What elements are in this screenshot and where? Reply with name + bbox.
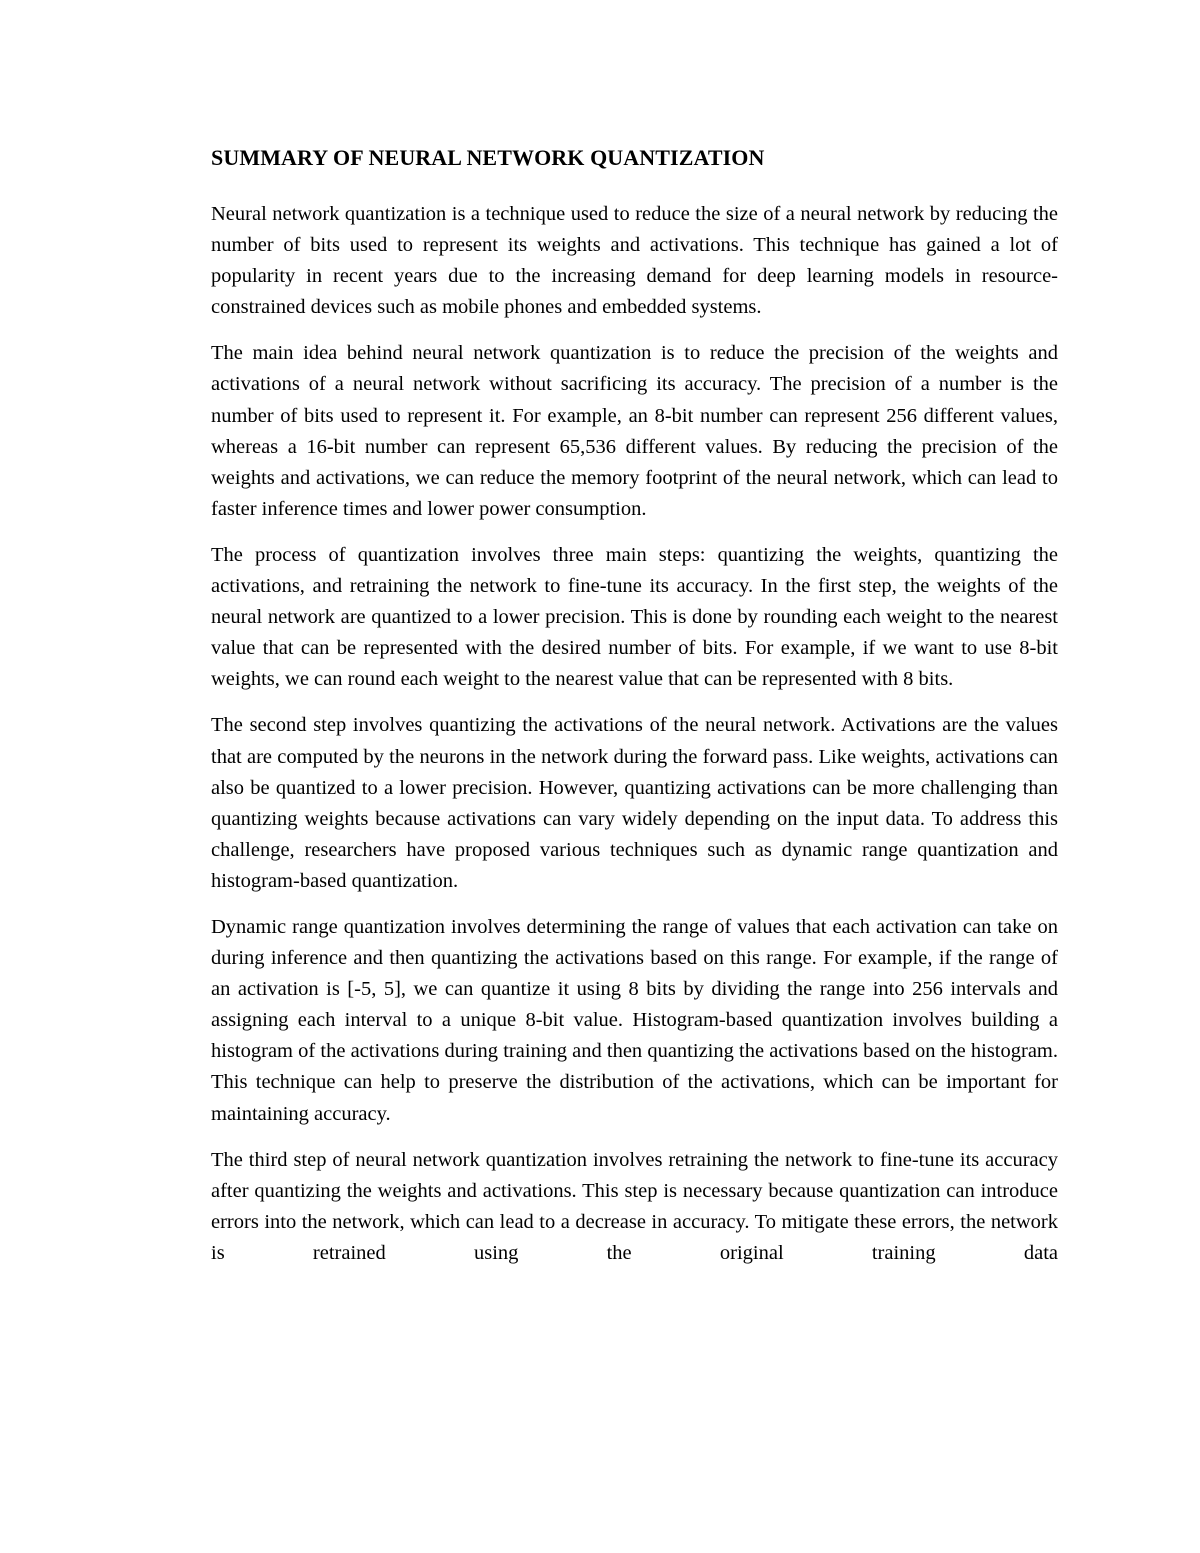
paragraph-retraining: The third step of neural network quantization involves retraining the network to fine-tune its accuracy after quantizing the weights and activations. This step is necessary because quantization can introduce errors into the network, which can lead to a decrease in accuracy. To mitigate these errors, the network is retrained using the original training data — [211, 1148, 1058, 1264]
paragraph-dynamic-range: Dynamic range quantization involves determining the range of values that each activation can take on during inference and then quantizing the activations based on this range. For example, if the range of an activation is [-5, 5], we can quantize it using 8 bits by dividing the range into 256 intervals and assigning each interval to a unique 8-bit value. Histogram-based quantization involves building a histogram of the activations during training and then quantizing the activations based on the histogram. This technique can help to preserve the distribution of the activations, which can be important for maintaining accuracy. — [211, 915, 1058, 1125]
paragraph-process-steps: The process of quantization involves three main steps: quantizing the weights, quantizing the activations, and retraining the network to fine-tune its accuracy. In the first step, the weights of the neural network are quantized to a lower precision. This is done by rounding each weight to the nearest value that can be represented with the desired number of bits. For example, if we want to use 8-bit weights, we can round each weight to the nearest value that can be represented with 8 bits. — [211, 543, 1058, 691]
document-title: SUMMARY OF NEURAL NETWORK QUANTIZATION — [211, 145, 765, 170]
paragraph-main-idea: The main idea behind neural network quantization is to reduce the precision of the weights and activations of a neural network without sacrificing its accuracy. The precision of a number is the number of bits used to represent it. For example, an 8-bit number can represent 256 different values, whereas a 16-bit number can represent 65,536 different values. By reducing the precision of the weights and activations, we can reduce the memory footprint of the neural network, which can lead to faster inference times and lower power consumption. — [211, 342, 1058, 520]
paragraph-activations: The second step involves quantizing the activations of the neural network. Activations are the values that are computed by the neurons in the network during the forward pass. Like weights, activations can also be quantized to a lower precision. However, quantizing activations can be more challenging than quantizing weights because activations can vary widely depending on the input data. To address this challenge, researchers have proposed various techniques such as dynamic range quantization and histogram-based quantization. — [211, 714, 1058, 892]
document-body — [211, 141, 1058, 1269]
paragraph-intro: Neural network quantization is a technique used to reduce the size of a neural network by reducing the number of bits used to represent its weights and activations. This technique has gained a lot of popularity in recent years due to the increasing demand for deep learning models in resource-constrained devices such as mobile phones and embedded systems. — [211, 203, 1058, 319]
